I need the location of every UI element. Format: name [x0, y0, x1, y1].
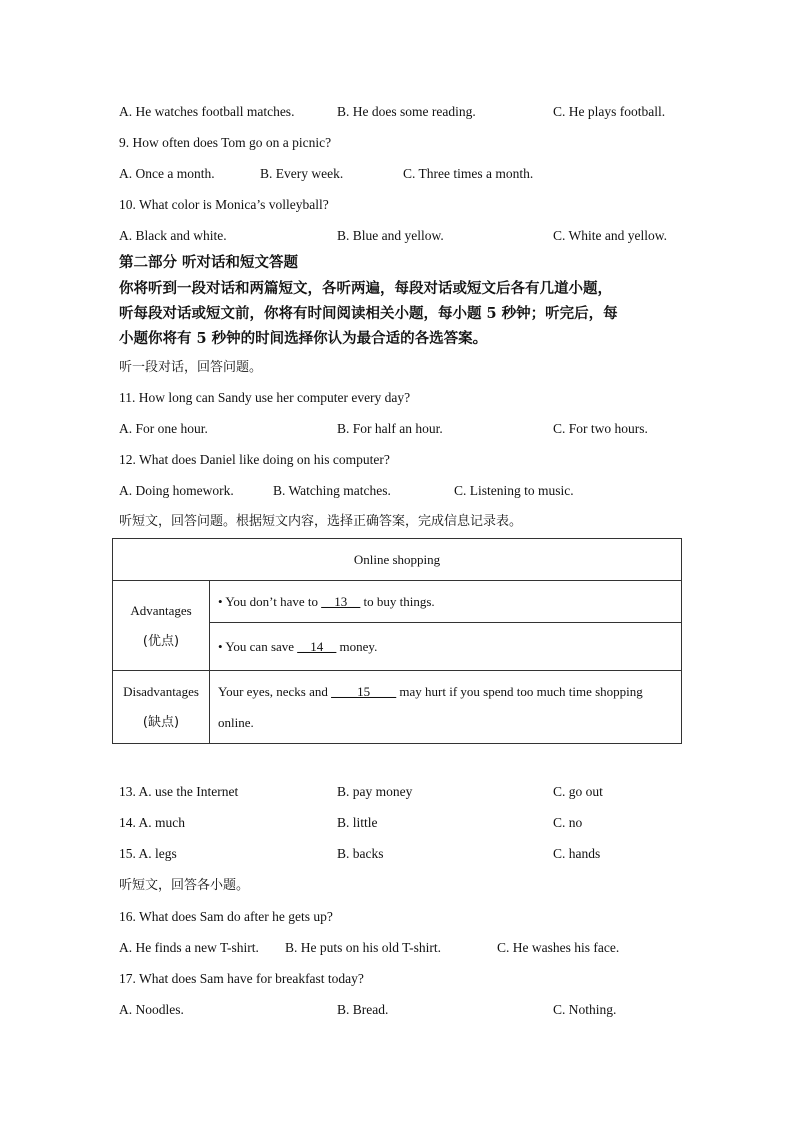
q10-option-a: A. Black and white. — [119, 228, 227, 243]
q11-option-c: C. For two hours. — [553, 421, 648, 436]
blank-15: ____15____ — [331, 684, 397, 699]
q15-option-b: B. backs — [337, 846, 384, 861]
part2-instruction-2: 听每段对话或短文前，你将有时间阅读相关小题，每小题 5 秒钟；听完后，每 — [119, 305, 618, 322]
advantage-2-text: • You can save — [218, 638, 298, 654]
q8-option-a: A. He watches football matches. — [119, 104, 295, 119]
q15-option-c: C. hands — [553, 846, 601, 861]
q10-option-b: B. Blue and yellow. — [337, 228, 444, 243]
q16-option-a: A. He finds a new T-shirt. — [119, 940, 259, 955]
q9-question: 9. How often does Tom go on a picnic? — [119, 135, 332, 150]
blank-14: __14__ — [297, 638, 337, 654]
q9-option-c: C. Three times a month. — [403, 166, 534, 181]
advantage-2 — [210, 623, 682, 671]
q17-option-c: C. Nothing. — [553, 1002, 617, 1017]
part2-instruction-3: 小题你将有 5 秒钟的时间选择你认为最合适的各选答案。 — [119, 330, 488, 347]
table-title: Online shopping — [113, 539, 682, 581]
advantages-label: Advantages — [130, 602, 192, 618]
passage1-intro: 听短文，回答问题。根据短文内容，选择正确答案，完成信息记录表。 — [119, 514, 523, 529]
q13-option-a: 13. A. use the Internet — [119, 784, 239, 799]
q13-option-c: C. go out — [553, 784, 603, 799]
disadvantages-cell — [113, 671, 210, 744]
advantage-1 — [210, 581, 682, 623]
q10-option-c: C. White and yellow. — [553, 228, 667, 243]
q16-question: 16. What does Sam do after he gets up? — [119, 909, 333, 924]
advantages-cell — [113, 581, 210, 671]
disadvantages-cn-label: (缺点) — [142, 715, 180, 730]
advantage-1-text-end: to buy things. — [360, 593, 435, 609]
advantage-2-text-end: money. — [336, 638, 378, 654]
q17-question: 17. What does Sam have for breakfast today? — [119, 971, 364, 986]
q16-option-b: B. He puts on his old T-shirt. — [285, 940, 442, 955]
disadvantages-label: Disadvantages — [123, 684, 199, 699]
q11-option-a: A. For one hour. — [119, 421, 208, 436]
q15-option-a: 15. A. legs — [119, 846, 177, 861]
dialog-intro: 听一段对话，回答问题。 — [119, 360, 263, 375]
info-record-table — [112, 538, 682, 744]
passage2-intro: 听短文，回答各小题。 — [119, 878, 250, 893]
q14-option-c: C. no — [553, 815, 583, 830]
q12-option-c: C. Listening to music. — [454, 483, 574, 498]
q10-question: 10. What color is Monica’s volleyball? — [119, 197, 329, 212]
q8-option-c: C. He plays football. — [553, 104, 666, 119]
q14-option-a: 14. A. much — [119, 815, 185, 830]
q16-option-c: C. He washes his face. — [497, 940, 620, 955]
q14-option-b: B. little — [337, 815, 378, 830]
q17-option-b: B. Bread. — [337, 1002, 389, 1017]
q13-option-b: B. pay money — [337, 784, 413, 799]
q12-option-a: A. Doing homework. — [119, 483, 234, 498]
blank-13: __13__ — [321, 593, 361, 609]
q12-question: 12. What does Daniel like doing on his computer? — [119, 452, 390, 467]
disadvantage-1 — [210, 671, 682, 744]
q11-question: 11. How long can Sandy use her computer every day? — [119, 390, 411, 405]
disadvantage-text-line2: online. — [218, 715, 254, 730]
advantage-1-text: • You don’t have to — [218, 593, 322, 609]
q8-option-b: B. He does some reading. — [337, 104, 476, 119]
q9-option-a: A. Once a month. — [119, 166, 215, 181]
part2-instruction-1: 你将听到一段对话和两篇短文，各听两遍，每段对话或短文后各有几道小题， — [119, 280, 612, 297]
part2-title: 第二部分 听对话和短文答题 — [119, 254, 299, 271]
disadvantage-text: Your eyes, necks and — [218, 684, 332, 699]
q9-option-b: B. Every week. — [260, 166, 344, 181]
advantages-cn-label: (优点) — [142, 633, 180, 649]
q12-option-b: B. Watching matches. — [273, 483, 391, 498]
disadvantage-text-end: may hurt if you spend too much time shopping — [396, 684, 643, 699]
q17-option-a: A. Noodles. — [119, 1002, 184, 1017]
q11-option-b: B. For half an hour. — [337, 421, 443, 436]
